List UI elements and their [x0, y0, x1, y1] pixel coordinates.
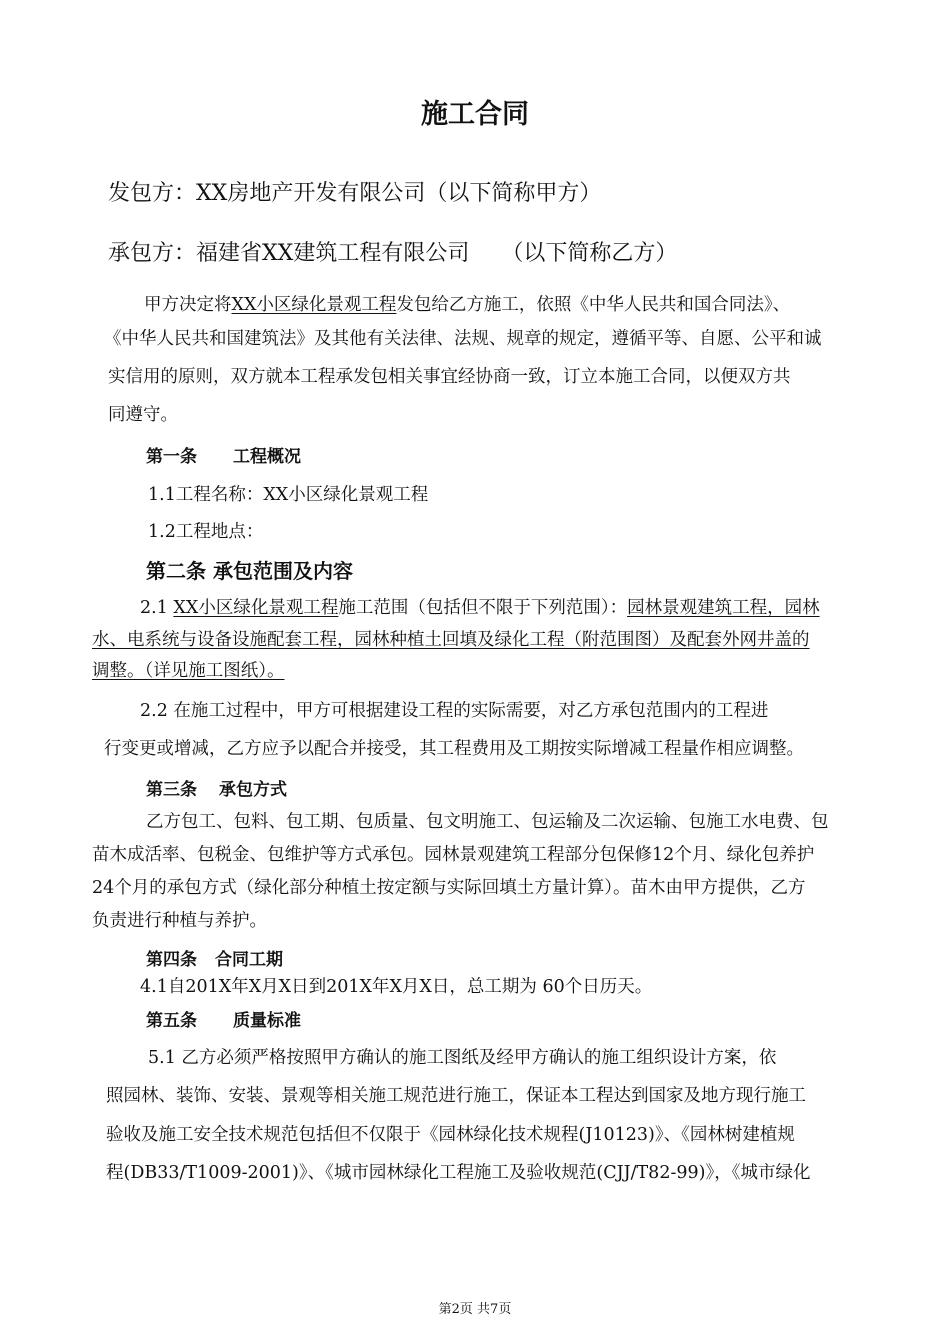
article-1-heading — [146, 442, 301, 467]
intro-text: 发包给乙方施工，依照《中华人民共和国合同法》、 — [396, 295, 791, 315]
article-title: 承包方式 — [219, 780, 287, 800]
article-2-heading: 第二条 承包范围及内容 — [146, 559, 353, 583]
project-name-underlined: XX小区绿化景观工程 — [231, 295, 397, 315]
article-2-item-2-line-2: 行变更或增减，乙方应予以配合并接受，其工程费用及工期按实际增减工程量作相应调整。 — [104, 739, 804, 759]
party-a-line — [108, 176, 601, 207]
page-number-footer: 第2页 共7页 — [438, 1302, 512, 1317]
article-1-item-2: 1.2工程地点： — [148, 522, 264, 542]
article-2-item-2-line-1: 2.2 在施工过程中，甲方可根据建设工程的实际需要，对乙方承包范围内的工程进 — [140, 701, 769, 721]
article-number: 第一条 — [146, 447, 197, 467]
article-5-heading — [146, 1006, 301, 1031]
page-title: 施工合同 — [421, 99, 529, 130]
party-b-line — [108, 236, 677, 267]
article-title: 质量标准 — [233, 1011, 301, 1031]
project-name-underlined: XX小区绿化景观工程 — [173, 598, 339, 618]
article-2-item-1-line-2: 水、电系统与设备设施配套工程，园林种植土回填及绿化工程（附范围图）及配套外网井盖的 — [92, 630, 810, 650]
party-a-label: 发包方： — [108, 181, 197, 206]
article-3-line-4: 负责进行种植与养护。 — [92, 911, 267, 931]
article-title: 工程概况 — [233, 447, 301, 467]
intro-line-1 — [144, 291, 790, 316]
item-number: 2.1 — [140, 598, 174, 618]
article-3-line-2: 苗木成活率、包税金、包维护等方式承包。园林景观建筑工程部分包保修12个月、绿化包养护 — [92, 845, 815, 865]
article-3-line-1: 乙方包工、包料、包工期、包质量、包文明施工、包运输及二次运输、包施工水电费、包 — [146, 812, 829, 832]
article-3-heading — [146, 775, 287, 800]
scope-text: 施工范围（包括但不限于下列范围）： — [338, 598, 628, 618]
intro-line-2: 《中华人民共和国建筑法》及其他有关法律、法规、规章的规定，遵循平等、自愿、公平和诚 — [104, 329, 822, 349]
party-b-note: （以下简称乙方） — [501, 241, 678, 266]
article-5-line-3: 验收及施工安全技术规范包括但不仅限于《园林绿化技术规程(J10123)》、《园林树建植规 — [106, 1125, 795, 1145]
article-5-line-1: 5.1 乙方必须严格按照甲方确认的施工图纸及经甲方确认的施工组织设计方案，依 — [148, 1048, 777, 1068]
article-4-heading — [146, 945, 283, 970]
article-number: 第五条 — [146, 1011, 197, 1031]
intro-text: 甲方决定将 — [144, 295, 232, 315]
article-title: 合同工期 — [215, 950, 283, 970]
article-4-item-1: 4.1自201X年X月X日到201X年X月X日，总工期为 60个日历天。 — [140, 977, 653, 997]
intro-line-3: 实信用的原则，双方就本工程承发包相关事宜经协商一致，订立本施工合同，以便双方共 — [108, 367, 791, 387]
article-2-item-1-line-3: 调整。（详见施工图纸）。 — [92, 661, 285, 681]
intro-line-4: 同遵守。 — [108, 405, 178, 425]
article-5-line-2: 照园林、装饰、安装、景观等相关施工规范进行施工，保证本工程达到国家及地方现行施工 — [106, 1086, 806, 1106]
article-1-item-1: 1.1工程名称：XX小区绿化景观工程 — [148, 485, 429, 505]
article-number: 第四条 — [146, 950, 197, 970]
article-number: 第三条 — [146, 780, 197, 800]
party-a-name: XX房地产开发有限公司（以下简称甲方） — [196, 181, 602, 206]
party-b-label: 承包方： — [108, 241, 197, 266]
article-2-item-1-line-1 — [140, 594, 820, 619]
article-5-line-4: 程(DB33/T1009-2001)》、《城市园林绿化工程施工及验收规范(CJJ/T82-99)》，《城市绿化 — [106, 1163, 811, 1183]
article-3-line-3: 24个月的承包方式（绿化部分种植土按定额与实际回填土方量计算）。苗木由甲方提供，乙方 — [92, 878, 806, 898]
party-b-name: 福建省XX建筑工程有限公司 — [196, 241, 470, 266]
scope-text-underlined: 园林景观建筑工程，园林 — [627, 598, 820, 618]
